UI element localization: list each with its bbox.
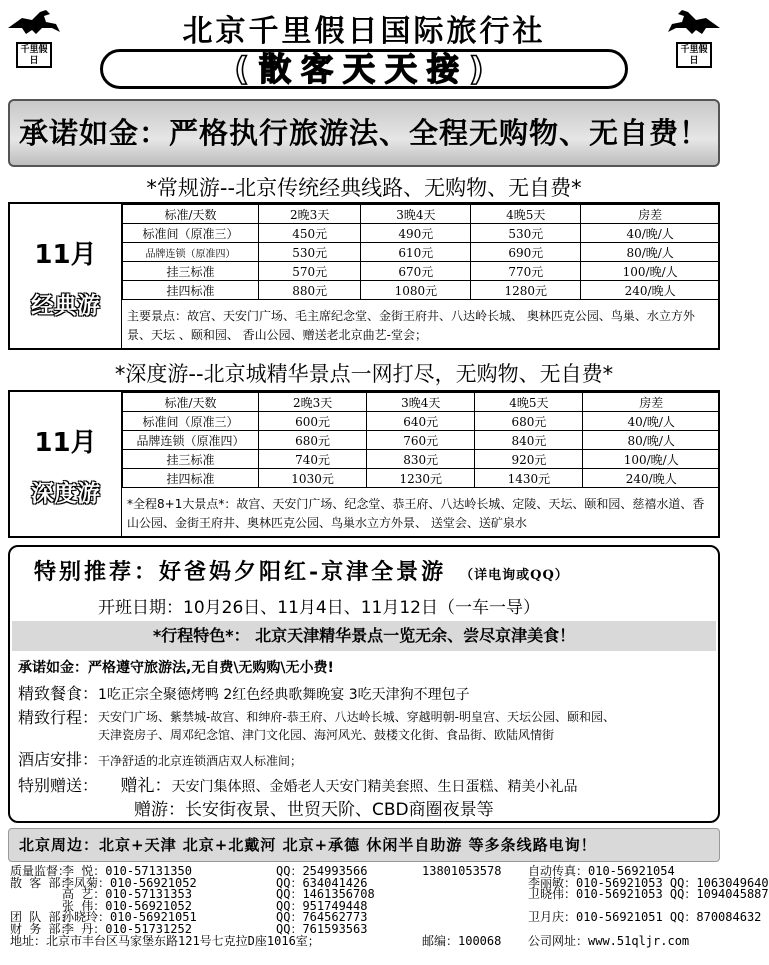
hotel-text: 干净舒适的北京连锁酒店双人标准间； — [98, 754, 303, 768]
header — [0, 0, 728, 96]
contact-person: 孙晓玲：010-56921051 — [62, 910, 197, 925]
table-cell: 品牌连锁（原准四） — [123, 243, 259, 262]
deep-tour-panel — [8, 390, 720, 538]
table-header-cell: 3晚4天 — [361, 205, 471, 224]
classic-sights-text: 主要景点：故宫、天安门广场、毛主席纪念堂、金街王府井、八达岭长城、 奥林匹克公园、鸟巢、水立方外景、天坛 、颐和园、 香山公园、赠送老北京曲艺-堂会； — [127, 309, 695, 342]
table-cell: 240/晚人 — [583, 469, 720, 488]
table-cell: 610元 — [361, 243, 471, 262]
special-title-text: 特别推荐：好爸妈夕阳红-京津全景游 — [34, 559, 447, 585]
horse-icon — [6, 6, 62, 36]
itinerary-text-1: 天安门广场、紫禁城-故宫、和绅府-恭王府、八达岭长城、穿越明朝-明皇宫、天坛公园、颐和园、 — [98, 710, 615, 724]
gift-line-1 — [18, 771, 577, 796]
table-cell: 570元 — [259, 262, 361, 281]
table-header-cell: 房差 — [583, 393, 720, 412]
itinerary-text-2: 天津瓷房子、周邓纪念馆、津门文化园、海河风光、鼓楼文化街、食品街、欧陆风情街 — [98, 728, 555, 742]
table-header-cell: 2晚3天 — [259, 205, 361, 224]
gift-1-text: 天安门集体照、金婚老人天安门精美套照、生日蛋糕、精美小礼品 — [171, 779, 578, 795]
table-row — [123, 262, 720, 281]
classic-tour-panel — [8, 202, 720, 350]
table-row — [123, 281, 720, 300]
contact-qq: QQ：1461356708 — [276, 887, 375, 902]
contact-person: 李 悦：010-57131350 — [62, 864, 192, 878]
table-cell: 450元 — [259, 224, 361, 243]
logo-text: 千里假日 — [16, 42, 52, 68]
commitment-text: 承诺如金：严格遵守旅游法,无自费\无购购\无小费! — [18, 660, 334, 676]
table-row — [123, 469, 720, 488]
table-row — [123, 243, 720, 262]
table-header-cell: 2晚3天 — [259, 393, 367, 412]
gift-line-2 — [134, 795, 494, 820]
table-cell: 品牌连锁（原准四） — [123, 431, 259, 450]
meals-text: 1吃正宗全聚德烤鸭 2红色经典歌舞晚宴 3吃天津狗不理包子 — [98, 687, 470, 703]
table-cell: 690元 — [471, 243, 581, 262]
table-cell: 680元 — [259, 431, 367, 450]
special-recommendation-panel — [8, 545, 720, 823]
gift-1-label: 赠礼： — [120, 776, 172, 796]
table-cell: 挂三标准 — [123, 262, 259, 281]
table-row — [123, 224, 720, 243]
table-cell: 40/晚/人 — [581, 224, 720, 243]
table-cell: 840元 — [475, 431, 583, 450]
table-cell: 标准间（原准三） — [123, 412, 259, 431]
company-website[interactable]: 公司网址：www.51qljr.com — [528, 933, 690, 948]
table-header-row — [123, 393, 720, 412]
tour-kind-label: 深度游 — [31, 481, 100, 507]
itinerary-label: 精致行程： — [18, 708, 99, 727]
table-cell: 挂四标准 — [123, 281, 259, 300]
hotel-label: 酒店安排： — [18, 750, 99, 769]
table-cell: 40/晚/人 — [583, 412, 720, 431]
horse-icon — [666, 6, 722, 36]
table-cell: 760元 — [367, 431, 475, 450]
contact-person: 张 伟：010-56921052 — [62, 898, 192, 913]
itinerary-label-line — [18, 705, 98, 728]
contact-extra: 李丽敏：010-56921053 QQ：1063049640 — [528, 875, 769, 890]
gift-label: 特别赠送： — [18, 776, 99, 795]
contact-qq: QQ：951749448 — [276, 898, 368, 913]
table-row — [123, 450, 720, 469]
contact-mobile: 13801053578 — [422, 864, 502, 878]
contact-extra: 卫晓伟：010-56921053 QQ：1094045887 — [528, 887, 769, 902]
company-logo-left — [6, 6, 62, 68]
table-cell: 80/晚/人 — [583, 431, 720, 450]
contact-list — [8, 864, 769, 962]
company-logo-right — [666, 6, 722, 68]
table-header-row — [123, 205, 720, 224]
table-cell: 530元 — [471, 224, 581, 243]
agency-name: 北京千里假日国际旅行社 — [182, 14, 546, 49]
table-cell: 1030元 — [259, 469, 367, 488]
table-cell: 680元 — [475, 412, 583, 431]
table-cell: 1280元 — [471, 281, 581, 300]
table-cell: 挂四标准 — [123, 469, 259, 488]
nearby-routes-bar: 北京周边：北京+天津 北京+北戴河 北京+承德 休闲半自助游 等多条线路电询！ — [8, 828, 720, 862]
table-header-cell: 房差 — [581, 205, 720, 224]
contact-row — [8, 933, 720, 948]
table-cell: 880元 — [259, 281, 361, 300]
contact-person: 李凤菊：010-56921052 — [62, 875, 197, 890]
table-cell: 770元 — [471, 262, 581, 281]
deep-price-table — [122, 392, 720, 488]
month-label: 11月 — [34, 428, 97, 458]
table-cell: 920元 — [475, 450, 583, 469]
table-cell: 640元 — [367, 412, 475, 431]
table-cell: 740元 — [259, 450, 367, 469]
table-cell: 标准间（原准三） — [123, 224, 259, 243]
table-cell: 100/晚/人 — [581, 262, 720, 281]
company-address: 地址：北京市丰台区马家堡东路121号七克拉D座1016室； — [10, 933, 320, 948]
table-cell: 600元 — [259, 412, 367, 431]
table-cell: 830元 — [367, 450, 475, 469]
table-cell: 1230元 — [367, 469, 475, 488]
table-cell: 1080元 — [361, 281, 471, 300]
classic-tour-title: *常规游--北京传统经典线路、无购物、无自费* — [146, 176, 582, 200]
table-header-cell: 标准/天数 — [123, 205, 259, 224]
contact-extra: 卫月庆：010-56921051 QQ：870084632 — [528, 910, 762, 925]
promise-banner: 承诺如金：严格执行旅游法、全程无购物、无自费！ — [8, 99, 720, 167]
logo-text: 千里假日 — [676, 42, 712, 68]
departure-dates: 开班日期：10月26日、11月4日、11月12日（一车一导） — [98, 598, 540, 618]
table-cell: 80/晚/人 — [581, 243, 720, 262]
contact-person: 高 艺：010-57131353 — [62, 887, 192, 902]
classic-price-table — [122, 204, 720, 300]
table-cell: 挂三标准 — [123, 450, 259, 469]
postal-code: 邮编：100068 — [422, 933, 502, 948]
table-cell: 100/晚/人 — [583, 450, 720, 469]
contact-department: 散 客 部： — [10, 875, 73, 890]
month-label: 11月 — [34, 240, 97, 270]
contact-qq: QQ：254993566 — [276, 864, 368, 878]
contact-department: 团 队 部： — [10, 910, 73, 925]
contact-qq: QQ：764562773 — [276, 910, 368, 925]
contact-qq: QQ：634041426 — [276, 875, 368, 890]
contact-department: 质量监督： — [10, 864, 71, 878]
table-header-cell: 4晚5天 — [475, 393, 583, 412]
contact-department: 财 务 部： — [10, 921, 73, 936]
deep-sights-text: *全程8+1大景点*：故宫、天安门广场、纪念堂、恭王府、八达岭长城、定陵、天坛、颐和园、慈禧水道、香山公园、金街王府井、奥林匹克公园、鸟巢水立方外景、 送堂会、送矿泉水 — [127, 497, 705, 530]
special-note: （详电询或QQ） — [460, 568, 569, 583]
table-header-cell: 3晚4天 — [367, 393, 475, 412]
meals-label: 精致餐食： — [18, 684, 99, 703]
table-header-cell: 4晚5天 — [471, 205, 581, 224]
contact-extra: 自动传真：010-56921054 — [528, 864, 675, 878]
contact-person: 李 丹：010-51731252 — [62, 921, 192, 936]
meals-line — [18, 681, 470, 704]
classic-tour-badge — [10, 204, 122, 348]
table-row — [123, 412, 720, 431]
tour-kind-label: 经典游 — [31, 293, 100, 319]
deep-tour-badge — [10, 392, 122, 536]
deep-tour-title: *深度游--北京城精华景点一网打尽，无购物、无自费* — [114, 362, 614, 386]
gift-2-text: 长安街夜景、世贸天阶、CBD商圈夜景等 — [185, 800, 494, 820]
contact-qq: QQ：761593563 — [276, 921, 368, 936]
table-cell: 1430元 — [475, 469, 583, 488]
table-cell: 670元 — [361, 262, 471, 281]
hotel-line — [18, 747, 302, 770]
table-header-cell: 标准/天数 — [123, 393, 259, 412]
daily-pickup-banner: (散客天天接) — [100, 49, 628, 89]
table-cell: 530元 — [259, 243, 361, 262]
table-cell: 240/晚人 — [581, 281, 720, 300]
gift-2-label: 赠游： — [134, 800, 185, 820]
table-cell: 490元 — [361, 224, 471, 243]
special-title — [34, 555, 569, 586]
itinerary-feature-bar: *行程特色*： 北京天津精华景点一览无余、尝尽京津美食！ — [12, 621, 716, 651]
table-row — [123, 431, 720, 450]
